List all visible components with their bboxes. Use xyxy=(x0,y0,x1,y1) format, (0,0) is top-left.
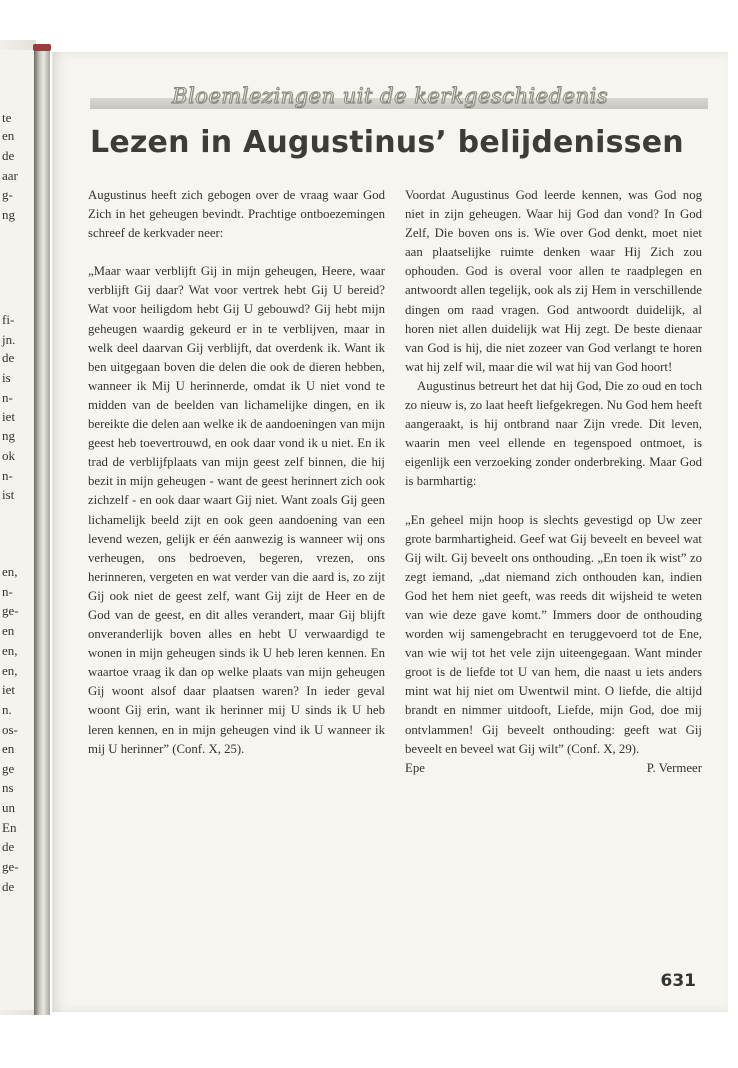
left-page-text-fragment: en xyxy=(2,623,15,638)
left-page-text-fragment: os- xyxy=(2,722,18,737)
right-column xyxy=(405,186,702,778)
left-page-text-fragment: aar xyxy=(2,168,18,183)
left-page-text-fragment: ge- xyxy=(2,859,19,874)
left-page-text-fragment: n- xyxy=(2,468,13,483)
left-page-text-fragment: en, xyxy=(2,564,18,579)
left-page-text-fragment: en xyxy=(2,741,15,756)
left-page-edge xyxy=(0,50,34,1010)
left-column xyxy=(88,186,385,759)
left-page-text-fragment: en, xyxy=(2,643,18,658)
left-page-text-fragment: de xyxy=(2,839,15,854)
left-page-text-fragment: iet xyxy=(2,409,15,424)
left-page-text-fragment: n. xyxy=(2,702,12,717)
signature-line xyxy=(405,759,702,778)
left-page-text-fragment: g- xyxy=(2,187,13,202)
intro-paragraph: Augustinus heeft zich gebogen over de vraag waar God Zich in het geheugen bevindt. Prachtige ontboezemingen schreef de kerkvader neer: xyxy=(88,188,385,241)
left-page-text-fragment: ok xyxy=(2,448,15,463)
left-page-text-fragment: ns xyxy=(2,780,14,795)
left-page-text-fragment: n- xyxy=(2,584,13,599)
left-page-text-fragment: n- xyxy=(2,390,13,405)
article-title: Lezen in Augustinus’ belijdenissen xyxy=(90,125,684,160)
left-page-text-fragment: fi- xyxy=(2,312,15,327)
quote-paragraph-2: „En geheel mijn hoop is slechts gevestigd op Uw zeer grote barmhartigheid. Geef wat Gij beveelt en beveel wat Gij wilt. Gij beveelt ons onthouding. „En toen ik wist” zo zegt iemand, „dat niemand zich onthouden kan, indien God het hem niet geeft, was reeds dit wijsheid te weten van wie deze gave komt.” Immers door de onthouding worden wij samengebracht en teruggevoerd tot de Ene, van wie wij tot het vele zijn uiteengegaan. Want minder groot is de liefde tot U van hem, die naast u iets anders mint wat hij niet om Uwentwil mint. O liefde, die altijd brandt en nimmer uitdooft, Liefde, mijn God, doe mij ontvlammen! Gij beveelt onthouding: geeft wat Gij beveelt en beveel wat Gij wilt” (Conf. X, 29). xyxy=(405,512,702,756)
left-page-text-fragment: en xyxy=(2,128,15,143)
left-page-text-fragment: En xyxy=(2,820,17,835)
place: Epe xyxy=(405,760,425,775)
left-page-text-fragment: ist xyxy=(2,487,15,502)
left-page-text-fragment: de xyxy=(2,879,15,894)
body-paragraph-2: Augustinus betreurt het dat hij God, Die zo oud en toch zo nieuw is, zo laat heeft liefgekregen. Nu God hem heeft aangeraakt, is hij ontbrand naar Zijn vrede. Dit leven, waarin men veel ellende en tegenspoed ontmoet, is eigenlijk een verzoeking zonder onderbreking. Maar God is barmhartig: xyxy=(405,378,702,489)
left-page-text-fragment: un xyxy=(2,800,15,815)
left-page-text-fragment: ge- xyxy=(2,603,19,618)
left-page-text-fragment: te xyxy=(2,110,12,125)
left-page-text-fragment: de xyxy=(2,350,15,365)
left-page-text-fragment: ng xyxy=(2,207,15,222)
left-page-text-fragment: ge xyxy=(2,761,15,776)
left-page-text-fragment: de xyxy=(2,148,15,163)
left-page-text-fragment: jn. xyxy=(2,332,16,347)
left-page-text-fragment: iet xyxy=(2,682,15,697)
magazine-page xyxy=(52,52,728,1012)
book-binding xyxy=(34,45,50,1015)
bookmark-ribbon xyxy=(33,44,51,51)
left-page-text-fragment: en, xyxy=(2,663,18,678)
series-heading: Bloemlezingen uit de kerkgeschiedenis xyxy=(172,84,608,108)
body-paragraph-1: Voordat Augustinus God leerde kennen, was God nog niet in zijn geheugen. Waar hij God dan vond? In God Zelf, Die boven ons is. Wie over God denkt, moet niet aan plaatselijke ruimte denken waar Hij Zich zou ophouden. God is overal voor allen te raadplegen en antwoordt allen tegelijk, ook als zij Hem in verschillende dingen om raad vragen. God antwoordt duidelijk, al horen niet allen duidelijk wat Hij zegt. De beste dienaar van God is hij, die niet zozeer van God verlangt te horen wat hij zelf wil, maar die wil wat hij van God hoort! xyxy=(405,188,702,374)
author: P. Vermeer xyxy=(646,760,702,775)
left-page-text-fragment: ng xyxy=(2,428,15,443)
page-number: 631 xyxy=(660,971,696,991)
quote-paragraph: „Maar waar verblijft Gij in mijn geheugen, Heere, waar verblijft Gij daar? Wat voor vertrek hebt Gij U bereid? Wat voor heiligdom hebt Gij U gebouwd? Gij hebt mijn geheugen waardig gekeurd er in te verblijven, maar in welk deel daarvan Gij verblijft, dat overdenk ik. Want ik ben uitgegaan boven die delen die ook de dieren hebben, wanneer ik Mij U herinnerde, omdat ik U niet vond te midden van de beelden van lichamelijke dingen, en ik bereikte die delen aan welke ik de aandoeningen van mijn geest heb toevertrouwd, en ook daar vond ik u niet. En ik trad de verblijfplaats van mijn geest zelf binnen, die hij bezit in mijn geheugen - want de geest herinnert zich ook zichzelf - en ook daar waart Gij niet. Want zoals Gij geen lichamelijk beeld zijt en ook geen aandoening van een levend wezen, gelijk er één aanwezig is wanneer wij ons verheugen, ons bedroeven, begeren, vrezen, ons herinneren, vergeten en wat verder van die aard is, zo zijt Gij ook niet de geest zelf, want Gij zijt de Heer en de God van de geest, en dit alles verandert, maar Gij blijft onveranderlijk boven alles en hebt U verwaardigd te wonen in mijn geheugen sinds ik U heb leren kennen. En waartoe vraag ik dan op welke plaats van mijn geheugen Gij woont alsof daar plaatsen waren? In ieder geval woont Gij erin, want ik herinner mij U sinds ik U heb leren kennen, en in mijn geheugen vind ik U wanneer ik mij U herinner” (Conf. X, 25). xyxy=(88,264,385,756)
left-page-text-fragment: is xyxy=(2,370,11,385)
